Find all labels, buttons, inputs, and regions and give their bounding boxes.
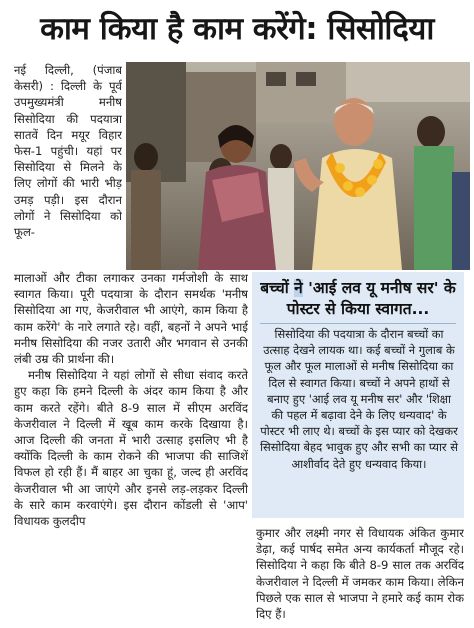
sidebar-divider (260, 323, 456, 324)
article-paragraph-2: मनीष सिसोदिया ने यहां लोगों से सीधा संवाद करते हुए कहा कि हमने दिल्ली के अंदर काम किया है और काम करते रहेंगे। बीते 8-9 साल में सीएम अरविंद केजरीवाल ने दिल्ली में खूब काम करके दिखाया है। आज दिल्ली की जनता में भारी उत्साह इसलिए भी है क्योंकि दिल्ली के काम रोकने की भाजपा की साजिशें विफल हो रही हैं। मैं बाहर आ चुका हूं, जल्द ही अरविंद केजरीवाल भी आ जाएंगे और इनसे लड़-लड़कर दिल्ली के सारे काम करवाएंगे। इस दौरान कोंडली से 'आप' विधायक कुलदीप (14, 368, 248, 529)
headline: काम किया है काम करेंगे: सिसोदिया (40, 11, 434, 47)
sidebar-title-part-2: 'आई लव यू मनीष सर' के पोस्टर से किया स्वागत... (286, 279, 456, 318)
sidebar-title (252, 278, 464, 320)
news-photo (126, 62, 470, 270)
sidebar-box (252, 272, 464, 518)
article-column-main (14, 270, 248, 620)
crowd-photo-illustration (126, 62, 470, 270)
article-column-intro (14, 62, 122, 272)
sidebar-title-highlight: ने (294, 279, 303, 297)
sidebar-title-part-1: बच्चों (260, 279, 289, 297)
article-paragraph-1-continued: मालाओं और टीका लगाकर उनका गर्मजोशी के साथ स्वागत किया। पूरी पदयात्रा के दौरान समर्थक 'मनीष सिसोदिया आ गए, केजरीवाल भी आएंगे, काम किया है काम करेंगे' के नारे लगाते रहे। वहीं, बहनों ने अपने भाई मनीष सिसोदिया की नजर उतारी और भगवान से उनकी लंबी उम्र की प्रार्थना की। (14, 271, 248, 367)
article-intro: नई दिल्ली, (पंजाब केसरी) : दिल्ली के पूर्व उपमुख्यमंत्री मनीष सिसोदिया की पदयात्रा सातवें दिन मयूर विहार फेस-1 पहुंची। यहां पर सिसोदिया से मिलने के लिए लोगों की भारी भीड़ उमड़ पड़ी। इस दौरान लोगों ने सिसोदिया को फूल- (14, 63, 122, 240)
sidebar-body: सिसोदिया की पदयात्रा के दौरान बच्चों का उत्साह देखने लायक था। कई बच्चों ने गुलाब के फूल और फूल मालाओं से मनीष सिसोदिया का दिल से स्वागत किया। बच्चों ने अपने हाथों से बनाए हुए 'आई लव यू मनीष सर' और 'शिक्षा की पहल में बढ़ावा देने के लिए धन्यवाद' के पोस्टर भी लाए थे। बच्चों के इस प्यार को देखकर सिसोदिया बेहद भावुक हुए और सभी का प्यार से आशीर्वाद देते हुए धन्यवाद किया। (260, 327, 458, 471)
article-column-right (256, 525, 464, 625)
article-paragraph-2-continued: कुमार और लक्ष्मी नगर से विधायक अंकित कुमार डेढ़ा, कई पार्षद समेत अन्य कार्यकर्ता मौजूद रहे। सिसोदिया ने कहा कि बीते 8-9 साल तक अरविंद केजरीवाल ने दिल्ली में जमकर काम किया। लेकिन पिछले एक साल से भाजपा ने हमारे कई काम रोक दिए हैं। (256, 526, 464, 622)
